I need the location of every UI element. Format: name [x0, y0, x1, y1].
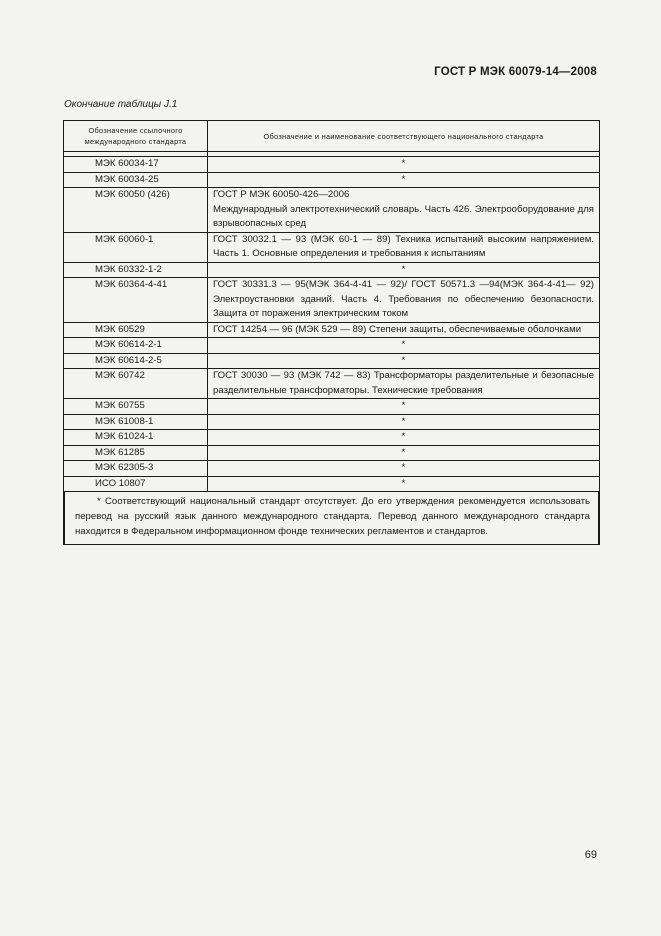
national-standard-cell: ГОСТ 14254 — 96 (МЭК 529 — 89) Степени защиты, обеспечиваемые оболочками: [208, 322, 600, 338]
national-standard-cell: *: [208, 172, 600, 188]
column-header-international: Обозначение ссылочного международного стандарта: [64, 121, 208, 152]
national-standard-cell: ГОСТ Р МЭК 60050-426—2006 Международный электротехнический словарь. Часть 426. Электрооборудование для взрывоопасных сред: [208, 188, 600, 233]
international-standard-cell: МЭК 61024-1: [64, 430, 208, 446]
column-header-national: Обозначение и наименование соответствующего национального стандарта: [208, 121, 600, 152]
national-standard-cell: *: [208, 445, 600, 461]
national-standard-cell: *: [208, 461, 600, 477]
table-caption: Окончание таблицы J.1: [64, 99, 178, 110]
table-row: [64, 461, 599, 477]
table-row: [64, 414, 599, 430]
document-designation: ГОСТ Р МЭК 60079-14—2008: [434, 66, 597, 78]
table-row: [64, 430, 599, 446]
national-standard-cell: *: [208, 262, 600, 278]
reference-table: [63, 120, 600, 545]
table-row: [64, 322, 599, 338]
international-standard-cell: МЭК 60742: [64, 369, 208, 399]
international-standard-cell: МЭК 60364-4-41: [64, 278, 208, 323]
table-row: [64, 172, 599, 188]
table-row: [64, 399, 599, 415]
international-standard-cell: МЭК 60614-2-5: [64, 353, 208, 369]
table-footnote: [64, 492, 599, 545]
international-standard-cell: МЭК 62305-3: [64, 461, 208, 477]
international-standard-cell: МЭК 60060-1: [64, 232, 208, 262]
table-row: [64, 338, 599, 354]
international-standard-cell: МЭК 60034-25: [64, 172, 208, 188]
international-standard-cell: МЭК 60050 (426): [64, 188, 208, 233]
international-standard-cell: МЭК 61285: [64, 445, 208, 461]
national-standard-cell: *: [208, 430, 600, 446]
national-standard-cell: ГОСТ 30030 — 93 (МЭК 742 — 83) Трансформаторы разделительные и безопасные разделительные трансформаторы. Технические требования: [208, 369, 600, 399]
national-standard-cell: ГОСТ 30331.3 — 95(МЭК 364-4-41 — 92)/ ГОСТ 50571.3 —94(МЭК 364-4-41— 92) Электроустановки зданий. Часть 4. Требования по обеспечению безопасности. Защита от поражения электрическим током: [208, 278, 600, 323]
international-standard-cell: МЭК 60614-2-1: [64, 338, 208, 354]
table-body: [64, 152, 599, 492]
table-header-row: [64, 121, 599, 152]
table-row: [64, 188, 599, 233]
table-row: [64, 369, 599, 399]
table-row: [64, 445, 599, 461]
table-row: [64, 353, 599, 369]
international-standard-cell: МЭК 60529: [64, 322, 208, 338]
international-standard-cell: МЭК 60332-1-2: [64, 262, 208, 278]
footnote-text: * Соответствующий национальный стандарт отсутствует. До его утверждения рекомендуется использовать перевод на русский язык данного международного стандарта. Перевод данного международного стандарта находится в Федеральном информационном фонде технических регламентов и стандартов.: [75, 496, 590, 537]
international-standard-cell: ИСО 10807: [64, 476, 208, 492]
national-standard-cell: *: [208, 414, 600, 430]
international-standard-cell: МЭК 60034-17: [64, 157, 208, 173]
national-standard-cell: *: [208, 338, 600, 354]
table-row: [64, 278, 599, 323]
national-standard-cell: ГОСТ 30032.1 — 93 (МЭК 60-1 — 89) Техника испытаний высоким напряжением. Часть 1. Основные определения и требования к испытаниям: [208, 232, 600, 262]
national-standard-cell: *: [208, 476, 600, 492]
table-row: [64, 476, 599, 492]
table-row: [64, 157, 599, 173]
table-row: [64, 232, 599, 262]
national-standard-cell: *: [208, 353, 600, 369]
table-row: [64, 262, 599, 278]
national-standard-cell: *: [208, 399, 600, 415]
page-number: 69: [584, 849, 597, 861]
national-standard-cell: *: [208, 157, 600, 173]
standards-table: [64, 121, 599, 492]
international-standard-cell: МЭК 61008-1: [64, 414, 208, 430]
international-standard-cell: МЭК 60755: [64, 399, 208, 415]
